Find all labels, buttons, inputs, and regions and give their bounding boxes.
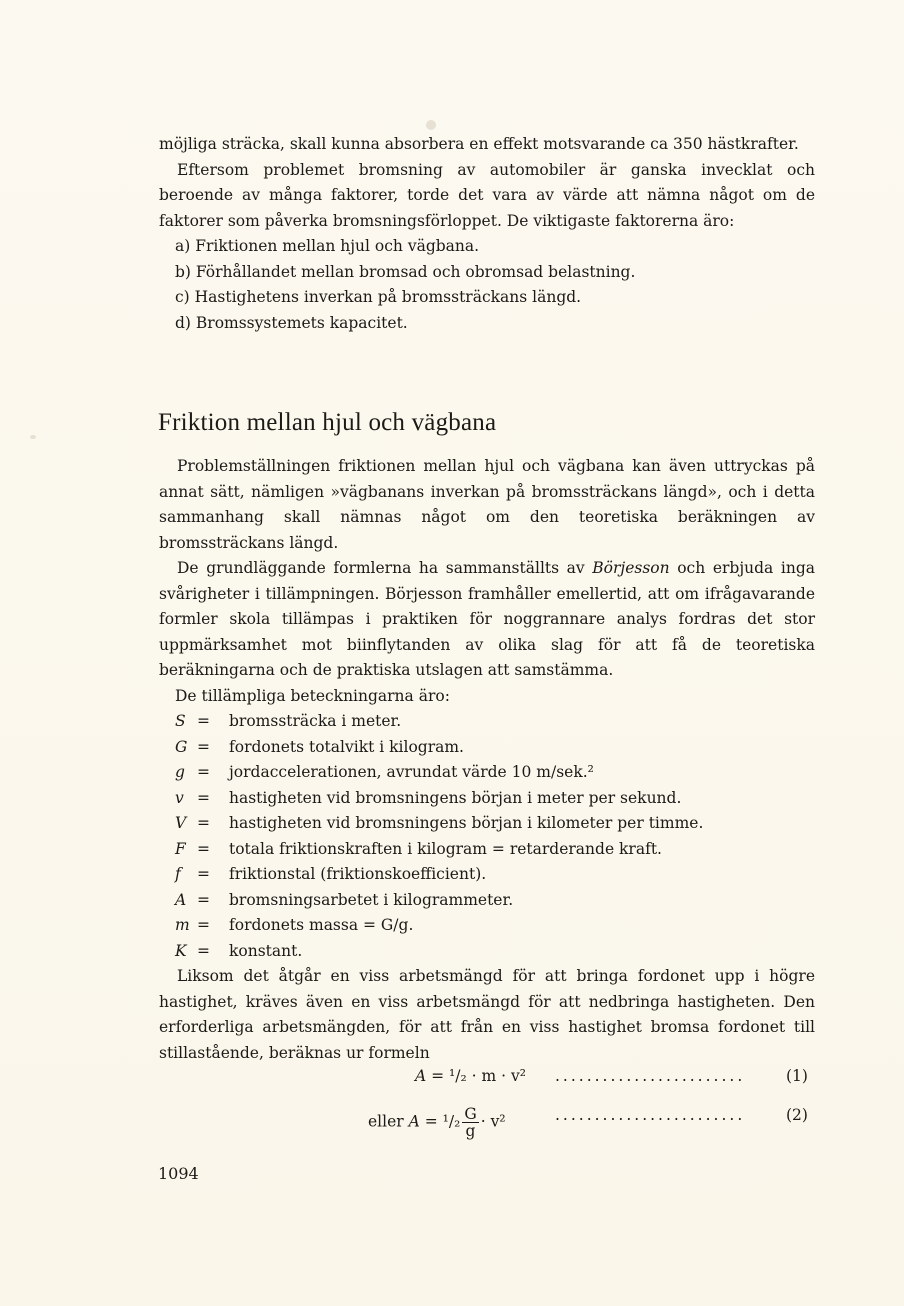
formula-tail: · v² — [480, 1112, 506, 1131]
para2-text: De grundläggande formlerna ha sammanställts av — [177, 559, 593, 577]
para2-text: och erbjuda inga svårigheter i tillämpningen. Börjesson framhåller emellertid, att om ifrågavarande formler skola tillämpas i praktiken för noggrannare analys fordras det stor uppmärksamhet mot biinflytanden av olika slag för att få de teoretiska beräkningarna och de praktiska utslagen att samstämma. — [159, 559, 815, 679]
formula-lhs: A — [408, 1112, 420, 1131]
equals-sign: = — [197, 712, 210, 730]
section-paragraph-3: Liksom det åtgår en viss arbetsmängd för att bringa fordonet upp i högre hastighet, kräves även en viss arbetsmängd för att nedbringa hastigheten. Den erforderliga arbetsmängden, för att från en viss hastighet bromsa fordonet till stillastående, beräknas ur formeln — [159, 967, 815, 1062]
definition-row — [159, 862, 815, 888]
definition-meaning: bromssträcka i meter. — [229, 712, 402, 730]
leader-dots: ........................ — [555, 1106, 746, 1124]
definition-row — [159, 888, 815, 914]
equals-sign: = — [197, 788, 210, 807]
factor-item: b) Förhållandet mellan bromsad och obromsad belastning. — [175, 262, 636, 281]
definition-row — [159, 760, 815, 786]
definition-meaning: bromsningsarbetet i kilogrammeter. — [229, 890, 514, 909]
definition-row — [159, 786, 815, 812]
definition-symbol: A — [175, 890, 187, 909]
formula-expression — [415, 1067, 526, 1085]
definition-meaning: hastigheten vid bromsningens början i meter per sekund. — [229, 788, 682, 807]
definitions-intro: De tillämpliga beteckningarna äro: — [175, 686, 450, 705]
equals-sign: = — [197, 737, 210, 756]
equals-sign: = — [197, 941, 210, 960]
formula-number: (2) — [786, 1106, 808, 1124]
definition-symbol: K — [175, 941, 187, 960]
section-heading: Friktion mellan hjul och vägbana — [158, 409, 497, 436]
formula-rhs: = ¹/₂ · m · v² — [431, 1067, 526, 1085]
definition-symbol: v — [175, 788, 184, 807]
section-paragraph-1: Problemställningen friktionen mellan hjul och vägbana kan även uttryckas på annat sätt, nämligen »vägbanans inverkan på bromssträckans längd», och i detta sammanhang skall nämnas något om den teoretiska beräkningen av bromssträckans längd. — [159, 457, 815, 552]
author-name: Börjesson — [592, 559, 670, 577]
definition-row — [159, 939, 815, 965]
page-number: 1094 — [158, 1164, 199, 1183]
definition-meaning: friktionstal (friktionskoefficient). — [229, 865, 487, 883]
equals-sign: = — [197, 865, 210, 883]
equals-sign: = — [197, 814, 210, 832]
definition-symbol: S — [175, 712, 186, 730]
definition-symbol: F — [175, 839, 186, 858]
section-body — [159, 454, 815, 1066]
formula-half: = ¹/₂ — [424, 1112, 461, 1131]
equals-sign: = — [197, 763, 210, 781]
definition-meaning: hastigheten vid bromsningens början i kilometer per timme. — [229, 814, 704, 832]
formula-number: (1) — [786, 1067, 808, 1085]
paper-smudge — [426, 120, 436, 130]
definition-row — [159, 837, 815, 863]
definition-row — [159, 709, 815, 735]
fraction — [462, 1106, 478, 1139]
definition-meaning: fordonets massa = G/g. — [229, 916, 414, 934]
factor-item: d) Bromssystemets kapacitet. — [175, 313, 408, 332]
intro-continuation: möjliga sträcka, skall kunna absorbera en effekt motsvarande ca 350 hästkrafter. — [159, 135, 799, 153]
formula-expression — [368, 1106, 506, 1139]
leader-dots: ........................ — [555, 1067, 746, 1085]
definition-meaning: konstant. — [229, 941, 303, 960]
definition-symbol: f — [175, 865, 181, 883]
fraction-denominator: g — [465, 1122, 476, 1140]
formula-2 — [159, 1096, 815, 1146]
intro-block — [159, 132, 815, 336]
definition-meaning: totala friktionskraften i kilogram = retarderande kraft. — [229, 839, 662, 858]
definition-row — [159, 811, 815, 837]
equals-sign: = — [197, 916, 210, 934]
equals-sign: = — [197, 839, 210, 858]
definition-symbol: g — [175, 763, 185, 781]
equals-sign: = — [197, 890, 210, 909]
definition-row — [159, 735, 815, 761]
factor-item: a) Friktionen mellan hjul och vägbana. — [175, 237, 480, 255]
intro-paragraph: Eftersom problemet bromsning av automobiler är ganska invecklat och beroende av många faktorer, torde det vara av värde att nämna något om de faktorer som påverka bromsningsförloppet. De viktigaste faktorerna äro: — [159, 160, 815, 230]
section-paragraph-2 — [159, 556, 815, 684]
fraction-numerator: G — [464, 1105, 477, 1123]
definition-row — [159, 913, 815, 939]
definition-meaning: jordaccelerationen, avrundat värde 10 m/sek.² — [229, 763, 594, 781]
factor-item: c) Hastighetens inverkan på bromssträckans längd. — [175, 288, 582, 306]
definition-symbol: V — [175, 814, 187, 832]
formula-lhs: A — [415, 1067, 427, 1085]
definition-symbol: m — [175, 916, 190, 934]
formula-prefix: eller — [368, 1112, 404, 1131]
definition-meaning: fordonets totalvikt i kilogram. — [229, 737, 464, 756]
definition-symbol: G — [175, 737, 188, 756]
paper-smudge — [30, 435, 36, 439]
